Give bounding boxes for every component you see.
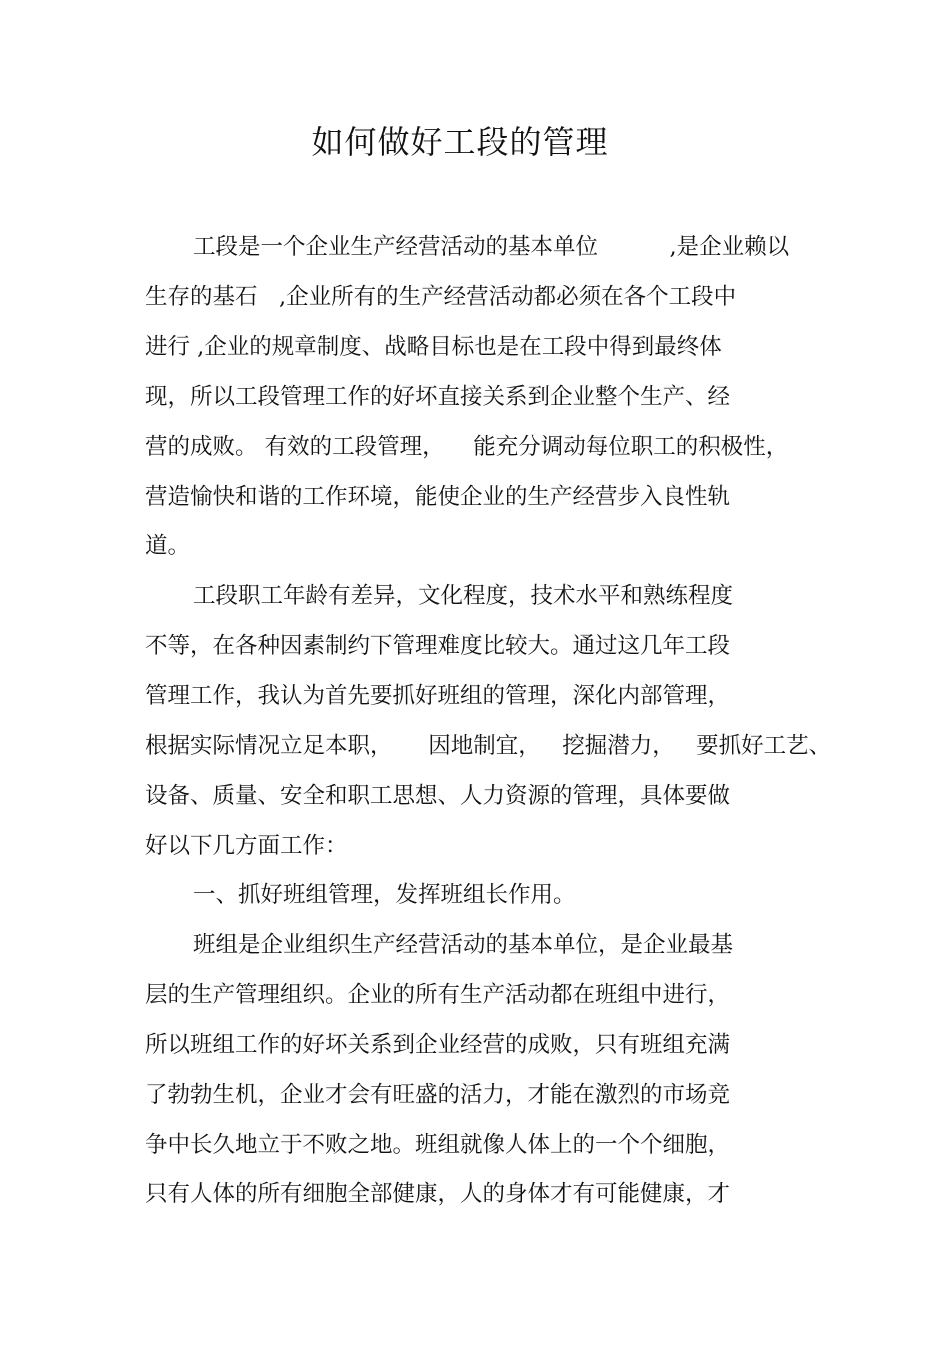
section-heading: 一、抓好班组管理，发挥班组长作用。 [193,882,576,908]
body-line-1: 工段是一个企业生产经营活动的基本单位 ,是企业赖以 [193,234,790,260]
body-line-6: 营造愉快和谐的工作环境，能使企业的生产经营步入良性轨 [145,484,731,510]
body-line-11: 根据实际情况立足本职， 因地制宜， 挖掘潜力， 要抓好工艺、 [145,733,832,759]
document-title: 如何做好工段的管理 [311,123,609,161]
body-line-10: 管理工作，我认为首先要抓好班组的管理，深化内部管理， [145,683,731,709]
body-line-12: 设备、质量、安全和职工思想、人力资源的管理，具体要做 [145,783,731,809]
body-line-17: 所以班组工作的好坏关系到企业经营的成败，只有班组充满 [145,1032,731,1058]
body-line-3: 进行 ,企业的规章制度、战略目标也是在工段中得到最终体 [145,334,722,360]
body-line-20: 只有人体的所有细胞全部健康，人的身体才有可能健康，才 [145,1181,731,1207]
body-line-16: 层的生产管理组织。企业的所有生产活动都在班组中进行， [145,982,731,1008]
body-line-9: 不等，在各种因素制约下管理难度比较大。通过这几年工段 [145,633,731,659]
body-line-13: 好以下几方面工作： [145,833,348,859]
body-line-5: 营的成败。 有效的工段管理， 能充分调动每位职工的积极性， [145,434,789,460]
body-line-19: 争中长久地立于不败之地。班组就像人体上的一个个细胞， [145,1132,731,1158]
body-line-8: 工段职工年龄有差异，文化程度，技术水平和熟练程度 [193,583,734,609]
body-line-15: 班组是企业组织生产经营活动的基本单位，是企业最基 [193,932,734,958]
body-line-4: 现，所以工段管理工作的好坏直接关系到企业整个生产、经 [145,384,731,410]
body-line-7: 道。 [145,533,191,559]
body-line-2: 生存的基石 ,企业所有的生产经营活动都必须在各个工段中 [145,284,737,310]
body-line-18: 了勃勃生机，企业才会有旺盛的活力，才能在激烈的市场竞 [145,1082,731,1108]
